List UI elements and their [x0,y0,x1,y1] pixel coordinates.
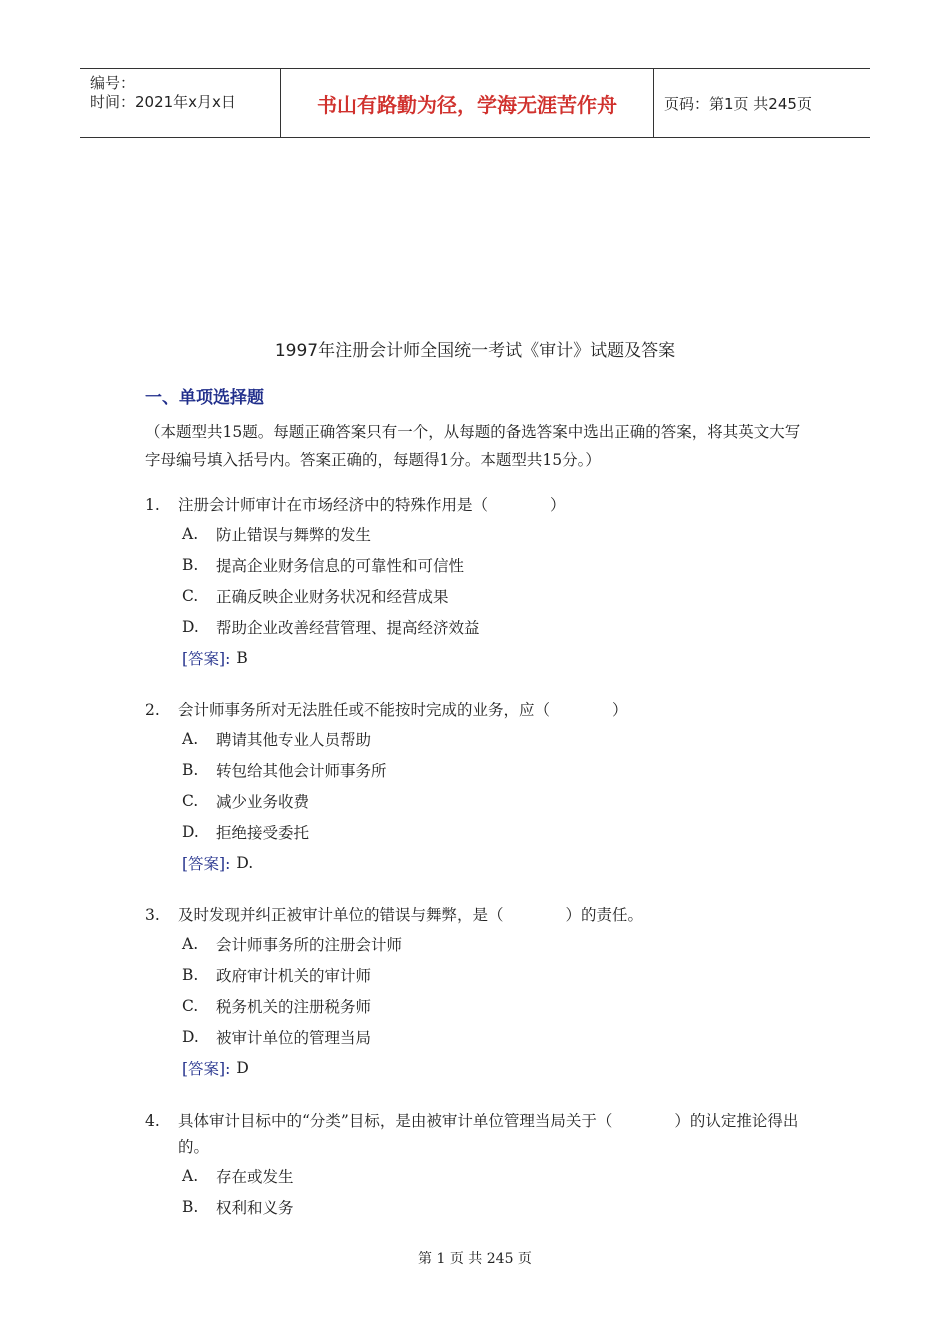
question-text: 注册会计师审计在市场经济中的特殊作用是（ ） [178,496,566,514]
option-text: 拒绝接受委托 [216,823,310,842]
section-title: 一、单项选择题 [145,388,264,408]
option-letter: A. [182,934,199,953]
question-text: 及时发现并纠正被审计单位的错误与舞弊，是（ ）的责任。 [178,906,644,924]
option-text: 帮助企业改善经营管理、提高经济效益 [216,618,480,637]
question-2 [145,697,815,878]
option-b [182,959,815,990]
option-a [182,723,815,754]
question-stem [145,697,815,723]
option-letter: D. [182,822,199,841]
question-number: 2. [145,701,160,719]
option-text: 防止错误与舞弊的发生 [216,525,372,544]
option-text: 聘请其他专业人员帮助 [216,730,372,749]
question-text: 会计师事务所对无法胜任或不能按时完成的业务，应（ ） [178,701,628,719]
option-d [182,816,815,847]
answer [182,642,815,673]
section-intro: （本题型共15题。每题正确答案只有一个，从每题的备选答案中选出正确的答案，将其英文大写字母编号填入括号内。答案正确的，每题得1分。本题型共15分。） [145,423,801,469]
option-d [182,611,815,642]
page-header [80,68,870,138]
question-stem [145,902,815,928]
answer-value: D. [236,853,254,872]
answer-label: [答案]: [182,649,231,668]
option-text: 正确反映企业财务状况和经营成果 [216,587,449,606]
header-time-label: 时间：2021年x月x日 [90,93,236,111]
option-letter: A. [182,729,199,748]
option-letter: B. [182,965,199,984]
option-text: 提高企业财务信息的可靠性和可信性 [216,556,465,575]
option-d [182,1021,815,1052]
answer [182,847,815,878]
option-c [182,580,815,611]
answer [182,1052,815,1083]
option-c [182,990,815,1021]
question-3 [145,902,815,1083]
option-text: 权利和义务 [216,1198,294,1217]
option-letter: C. [182,586,199,605]
header-meta [80,69,281,137]
option-text: 会计师事务所的注册会计师 [216,935,403,954]
option-text: 存在或发生 [216,1167,294,1186]
answer-label: [答案]: [182,1059,231,1078]
option-text: 减少业务收费 [216,792,310,811]
question-stem [145,492,815,518]
option-a [182,518,815,549]
option-a [182,1160,815,1191]
question-number: 4. [145,1112,160,1130]
option-b [182,1191,815,1222]
option-letter: D. [182,1027,199,1046]
option-text: 转包给其他会计师事务所 [216,761,387,780]
header-number-label: 编号： [90,74,136,92]
page-footer: 第 1 页 共 245 页 [418,1251,532,1267]
option-letter: C. [182,791,199,810]
document-title: 1997年注册会计师全国统一考试《审计》试题及答案 [274,341,676,361]
option-letter: A. [182,1166,199,1185]
question-stem [145,1108,815,1160]
header-motto: 书山有路勤为径，学海无涯苦作舟 [281,69,654,137]
option-letter: B. [182,760,199,779]
option-c [182,785,815,816]
question-4 [145,1108,815,1222]
option-text: 政府审计机关的审计师 [216,966,372,985]
option-b [182,549,815,580]
answer-label: [答案]: [182,854,231,873]
option-a [182,928,815,959]
question-1 [145,492,815,673]
answer-value: D [236,1058,249,1077]
option-letter: A. [182,524,199,543]
option-text: 被审计单位的管理当局 [216,1028,372,1047]
question-number: 1. [145,496,160,514]
answer-value: B [236,648,248,667]
option-letter: B. [182,555,199,574]
question-number: 3. [145,906,160,924]
option-b [182,754,815,785]
option-text: 税务机关的注册税务师 [216,997,372,1016]
option-letter: D. [182,617,199,636]
option-letter: C. [182,996,199,1015]
question-text: 具体审计目标中的“分类”目标，是由被审计单位管理当局关于（ ）的认定推论得出的。 [178,1112,799,1156]
option-letter: B. [182,1197,199,1216]
header-page-info: 页码：第1页 共245页 [664,94,812,113]
